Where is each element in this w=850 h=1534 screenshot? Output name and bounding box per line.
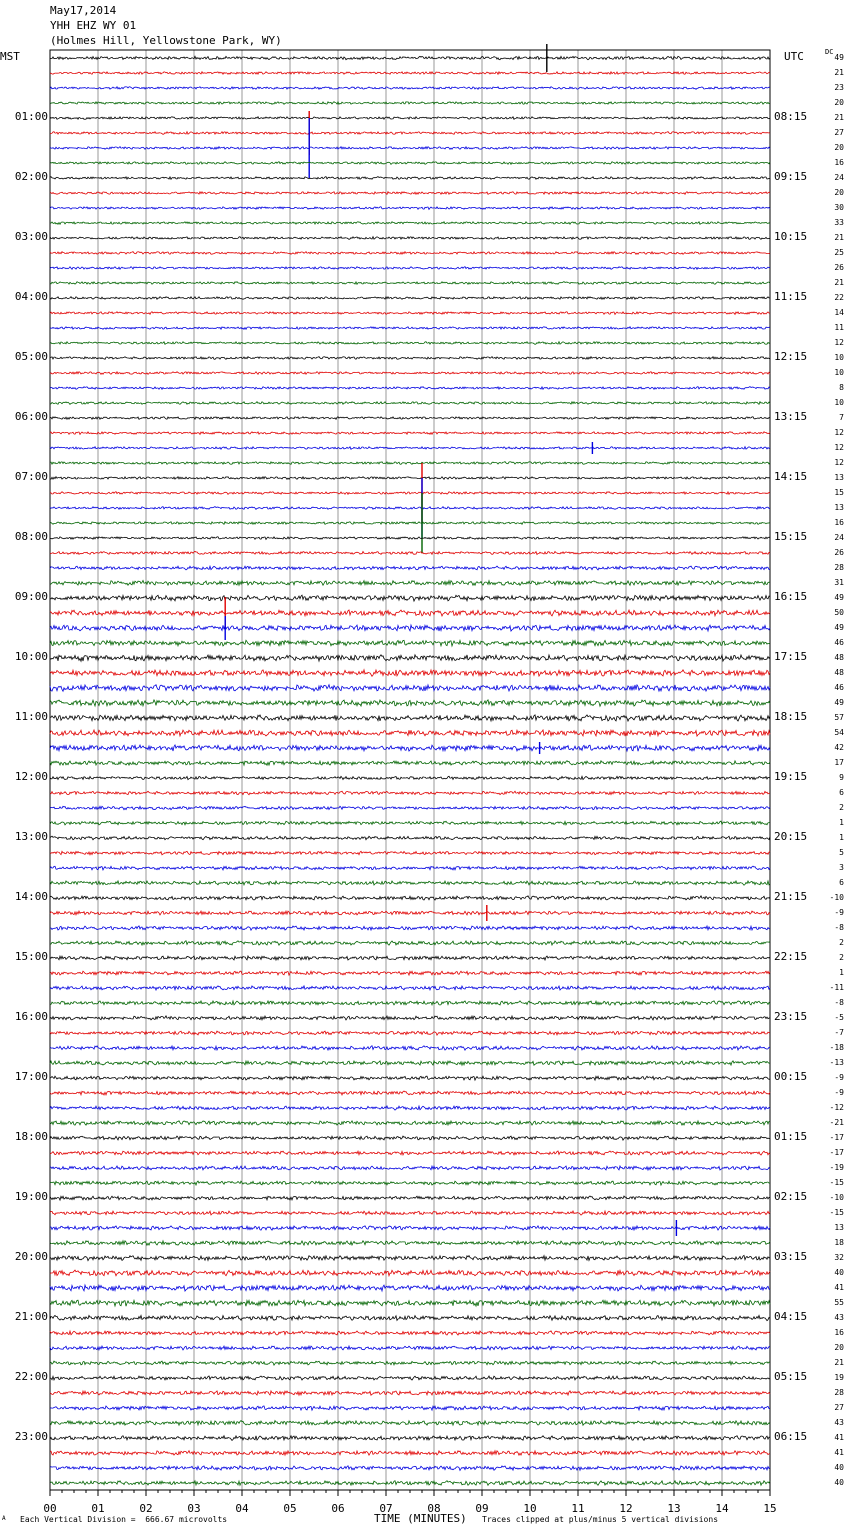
dc-offset-label: 10	[834, 353, 844, 362]
x-tick-label: 05	[283, 1502, 297, 1515]
dc-offset-label: 49	[834, 623, 844, 632]
seismic-trace	[50, 72, 770, 75]
seismic-trace	[50, 87, 770, 90]
seismic-trace	[50, 1361, 770, 1365]
location-label: (Holmes Hill, Yellowstone Park, WY)	[50, 34, 282, 47]
dc-offset-label: 32	[834, 1253, 844, 1262]
seismic-trace	[50, 670, 770, 677]
seismic-trace	[50, 776, 770, 780]
seismic-trace	[50, 730, 770, 736]
dc-offset-label: 27	[834, 128, 844, 137]
right-hour-label: 11:15	[774, 290, 808, 303]
seismic-trace	[50, 1226, 770, 1230]
right-hour-label: 06:15	[774, 1430, 808, 1443]
seismic-trace	[50, 207, 770, 210]
dc-offset-label: -8	[834, 998, 844, 1007]
seismic-trace	[50, 432, 770, 435]
seismic-trace	[50, 447, 770, 450]
left-hour-label: 06:00	[14, 410, 48, 423]
dc-column-label: DC	[825, 48, 834, 56]
left-hour-label: 23:00	[14, 1430, 48, 1443]
seismic-trace	[50, 1391, 770, 1395]
dc-offset-label: 13	[834, 473, 844, 482]
right-hour-label: 20:15	[774, 830, 808, 843]
seismic-trace	[50, 821, 770, 825]
seismic-trace	[50, 1061, 770, 1065]
dc-offset-label: 2	[839, 803, 844, 812]
seismic-trace	[50, 745, 770, 751]
right-hour-label: 12:15	[774, 350, 808, 363]
dc-offset-label: 50	[834, 608, 844, 617]
seismic-trace	[50, 507, 770, 510]
right-hour-label: 09:15	[774, 170, 808, 183]
right-timezone-label: UTC	[784, 50, 804, 63]
x-tick-label: 10	[523, 1502, 537, 1515]
seismic-trace	[50, 715, 770, 721]
seismic-trace	[50, 1181, 770, 1185]
x-tick-label: 11	[571, 1502, 585, 1515]
dc-offset-label: 21	[834, 113, 844, 122]
seismic-trace	[50, 1091, 770, 1095]
left-hour-label: 14:00	[14, 890, 48, 903]
dc-offset-label: 20	[834, 143, 844, 152]
seismic-trace	[50, 102, 770, 105]
seismic-trace	[50, 1346, 770, 1350]
logo-mark: A	[2, 1515, 6, 1522]
seismic-trace	[50, 911, 770, 915]
station-label: YHH EHZ WY 01	[50, 19, 137, 32]
seismic-trace	[50, 1285, 770, 1291]
right-hour-label: 13:15	[774, 410, 808, 423]
dc-offset-label: 11	[834, 323, 844, 332]
seismic-trace	[50, 177, 770, 180]
left-hour-label: 15:00	[14, 950, 48, 963]
left-hour-label: 19:00	[14, 1190, 48, 1203]
seismic-trace	[50, 222, 770, 225]
right-hour-label: 10:15	[774, 230, 808, 243]
dc-offset-label: -15	[829, 1178, 844, 1187]
left-hour-label: 22:00	[14, 1370, 48, 1383]
seismic-trace	[50, 1136, 770, 1140]
left-hour-label: 10:00	[14, 650, 48, 663]
seismic-trace	[50, 1376, 770, 1380]
dc-offset-label: 48	[834, 668, 844, 677]
seismic-trace	[50, 1151, 770, 1155]
seismic-trace	[50, 866, 770, 870]
seismic-trace	[50, 357, 770, 360]
dc-offset-label: 55	[834, 1298, 844, 1307]
seismic-trace	[50, 566, 770, 570]
dc-offset-label: 1	[839, 833, 844, 842]
dc-offset-label: -18	[829, 1043, 844, 1052]
dc-offset-label: 20	[834, 188, 844, 197]
seismic-trace	[50, 387, 770, 390]
right-hour-label: 02:15	[774, 1190, 808, 1203]
date-label: May17,2014	[50, 4, 117, 17]
right-hour-label: 00:15	[774, 1070, 808, 1083]
seismic-trace	[50, 1166, 770, 1170]
dc-offset-label: 26	[834, 548, 844, 557]
left-hour-label: 05:00	[14, 350, 48, 363]
seismic-trace	[50, 926, 770, 930]
x-tick-label: 14	[715, 1502, 729, 1515]
seismic-trace	[50, 1421, 770, 1426]
seismic-trace	[50, 956, 770, 960]
seismic-trace	[50, 1451, 770, 1456]
dc-offset-label: -5	[834, 1013, 844, 1022]
x-tick-label: 12	[619, 1502, 633, 1515]
dc-offset-label: 40	[834, 1463, 844, 1472]
dc-offset-label: 6	[839, 788, 844, 797]
dc-offset-label: 21	[834, 1358, 844, 1367]
seismic-trace	[50, 685, 770, 692]
dc-offset-label: 19	[834, 1373, 844, 1382]
seismic-trace	[50, 282, 770, 285]
x-axis-title: TIME (MINUTES)	[374, 1512, 467, 1525]
dc-offset-label: 3	[839, 863, 844, 872]
seismic-trace	[50, 610, 770, 616]
seismic-trace	[50, 492, 770, 495]
dc-offset-label: 49	[834, 698, 844, 707]
left-hour-label: 20:00	[14, 1250, 48, 1263]
dc-offset-label: 42	[834, 743, 844, 752]
right-hour-label: 05:15	[774, 1370, 808, 1383]
seismic-trace	[50, 1046, 770, 1050]
dc-offset-label: 12	[834, 338, 844, 347]
clip-note: Traces clipped at plus/minus 5 vertical divisions	[482, 1515, 719, 1524]
dc-offset-label: 27	[834, 1403, 844, 1412]
x-tick-label: 08	[427, 1502, 441, 1515]
seismic-trace	[50, 1016, 770, 1020]
dc-offset-label: -11	[829, 983, 844, 992]
dc-offset-label: -9	[834, 1088, 844, 1097]
dc-offset-label: 9	[839, 773, 844, 782]
right-hour-label: 14:15	[774, 470, 808, 483]
left-timezone-label: MST	[0, 50, 20, 63]
dc-offset-label: 6	[839, 878, 844, 887]
left-hour-label: 12:00	[14, 770, 48, 783]
right-hour-label: 19:15	[774, 770, 808, 783]
right-hour-label: 21:15	[774, 890, 808, 903]
left-hour-label: 11:00	[14, 710, 48, 723]
dc-offset-label: 26	[834, 263, 844, 272]
dc-offset-label: -10	[829, 1193, 844, 1202]
seismic-trace	[50, 1300, 770, 1306]
left-hour-label: 21:00	[14, 1310, 48, 1323]
seismic-trace	[50, 56, 770, 59]
seismic-trace	[50, 417, 770, 420]
right-hour-label: 03:15	[774, 1250, 808, 1263]
seismic-trace	[50, 1211, 770, 1215]
dc-offset-label: 12	[834, 458, 844, 467]
dc-offset-label: 17	[834, 758, 844, 767]
seismic-trace	[50, 551, 770, 554]
seismic-trace	[50, 581, 770, 586]
dc-offset-label: 2	[839, 953, 844, 962]
dc-offset-label: 7	[839, 413, 844, 422]
dc-offset-label: 22	[834, 293, 844, 302]
seismic-trace	[50, 881, 770, 885]
seismic-trace	[50, 297, 770, 300]
seismic-trace	[50, 1481, 770, 1486]
dc-offset-label: 18	[834, 1238, 844, 1247]
dc-offset-label: 21	[834, 68, 844, 77]
dc-offset-label: 28	[834, 1388, 844, 1397]
dc-offset-label: 12	[834, 428, 844, 437]
left-hour-label: 03:00	[14, 230, 48, 243]
left-hour-label: 18:00	[14, 1130, 48, 1143]
dc-offset-label: 24	[834, 173, 844, 182]
x-tick-label: 02	[139, 1502, 153, 1515]
left-hour-label: 07:00	[14, 470, 48, 483]
dc-offset-label: 31	[834, 578, 844, 587]
dc-offset-label: -21	[829, 1118, 844, 1127]
dc-offset-label: 46	[834, 683, 844, 692]
dc-offset-label: 30	[834, 203, 844, 212]
x-tick-label: 06	[331, 1502, 345, 1515]
dc-offset-label: 28	[834, 563, 844, 572]
dc-offset-label: 10	[834, 368, 844, 377]
dc-offset-label: -19	[829, 1163, 844, 1172]
dc-offset-label: 20	[834, 1343, 844, 1352]
seismic-trace	[50, 986, 770, 990]
seismic-trace	[50, 522, 770, 525]
left-hour-label: 01:00	[14, 110, 48, 123]
dc-offset-label: -9	[834, 908, 844, 917]
right-hour-label: 23:15	[774, 1010, 808, 1023]
dc-offset-label: 33	[834, 218, 844, 227]
seismic-trace	[50, 761, 770, 766]
right-hour-label: 01:15	[774, 1130, 808, 1143]
seismic-trace	[50, 655, 770, 661]
seismic-trace	[50, 147, 770, 150]
seismic-trace	[50, 252, 770, 255]
seismic-trace	[50, 806, 770, 809]
dc-offset-label: -7	[834, 1028, 844, 1037]
dc-offset-label: 8	[839, 383, 844, 392]
seismic-trace	[50, 595, 770, 601]
dc-offset-label: -13	[829, 1058, 844, 1067]
dc-offset-label: 1	[839, 818, 844, 827]
dc-offset-label: 14	[834, 308, 844, 317]
x-tick-label: 03	[187, 1502, 201, 1515]
left-hour-label: 17:00	[14, 1070, 48, 1083]
dc-offset-label: 20	[834, 98, 844, 107]
dc-offset-label: -17	[829, 1133, 844, 1142]
seismic-trace	[50, 625, 770, 631]
right-hour-label: 17:15	[774, 650, 808, 663]
seismic-trace	[50, 836, 770, 840]
seismic-trace	[50, 342, 770, 345]
left-hour-label: 09:00	[14, 590, 48, 603]
left-hour-label: 08:00	[14, 530, 48, 543]
seismic-trace	[50, 971, 770, 975]
seismic-trace	[50, 1436, 770, 1441]
dc-offset-label: -10	[829, 893, 844, 902]
seismic-trace	[50, 162, 770, 165]
seismic-trace	[50, 312, 770, 315]
left-hour-label: 02:00	[14, 170, 48, 183]
dc-offset-label: 49	[834, 53, 844, 62]
dc-offset-label: -17	[829, 1148, 844, 1157]
seismic-trace	[50, 192, 770, 195]
dc-offset-label: 41	[834, 1448, 844, 1457]
seismic-trace	[50, 791, 770, 795]
seismic-trace	[50, 537, 770, 540]
dc-offset-label: -9	[834, 1073, 844, 1082]
right-hour-label: 22:15	[774, 950, 808, 963]
dc-offset-label: 43	[834, 1418, 844, 1427]
dc-offset-label: 46	[834, 638, 844, 647]
x-tick-label: 01	[91, 1502, 105, 1515]
dc-offset-label: 2	[839, 938, 844, 947]
right-hour-label: 16:15	[774, 590, 808, 603]
seismic-trace	[50, 1466, 770, 1471]
dc-offset-label: 41	[834, 1283, 844, 1292]
seismic-trace	[50, 1121, 770, 1125]
dc-offset-label: 43	[834, 1313, 844, 1322]
seismic-trace	[50, 1270, 770, 1276]
x-tick-label: 15	[763, 1502, 777, 1515]
right-hour-label: 15:15	[774, 530, 808, 543]
seismic-trace	[50, 237, 770, 240]
right-hour-label: 18:15	[774, 710, 808, 723]
seismic-trace	[50, 1406, 770, 1410]
seismic-trace	[50, 1031, 770, 1035]
dc-offset-label: 21	[834, 233, 844, 242]
x-tick-label: 00	[43, 1502, 57, 1515]
left-hour-label: 16:00	[14, 1010, 48, 1023]
dc-offset-label: 57	[834, 713, 844, 722]
dc-offset-label: 10	[834, 398, 844, 407]
seismic-trace	[50, 1076, 770, 1080]
x-tick-label: 09	[475, 1502, 489, 1515]
seismic-trace	[50, 267, 770, 270]
dc-offset-label: -15	[829, 1208, 844, 1217]
seismic-trace	[50, 851, 770, 855]
seismic-trace	[50, 1255, 770, 1260]
dc-offset-label: 16	[834, 158, 844, 167]
x-tick-label: 07	[379, 1502, 393, 1515]
dc-offset-label: 48	[834, 653, 844, 662]
dc-offset-label: 5	[839, 848, 844, 857]
seismic-trace	[50, 462, 770, 465]
seismic-trace	[50, 372, 770, 375]
seismic-trace	[50, 1001, 770, 1005]
seismic-trace	[50, 1106, 770, 1110]
x-tick-label: 13	[667, 1502, 681, 1515]
x-tick-label: 04	[235, 1502, 249, 1515]
dc-offset-label: 15	[834, 488, 844, 497]
seismic-trace	[50, 1316, 770, 1321]
left-hour-label: 04:00	[14, 290, 48, 303]
seismic-trace	[50, 132, 770, 135]
seismic-trace	[50, 1331, 770, 1335]
dc-offset-label: 25	[834, 248, 844, 257]
right-hour-label: 08:15	[774, 110, 808, 123]
dc-offset-label: 49	[834, 593, 844, 602]
left-hour-label: 13:00	[14, 830, 48, 843]
dc-offset-label: 40	[834, 1478, 844, 1487]
seismic-trace	[50, 117, 770, 120]
dc-offset-label: 13	[834, 503, 844, 512]
dc-offset-label: -12	[829, 1103, 844, 1112]
dc-offset-label: 40	[834, 1268, 844, 1277]
seismic-trace	[50, 896, 770, 900]
dc-offset-label: 16	[834, 518, 844, 527]
right-hour-label: 04:15	[774, 1310, 808, 1323]
scale-note: Each Vertical Division = 666.67 microvolts	[20, 1515, 228, 1524]
dc-offset-label: 23	[834, 83, 844, 92]
seismic-trace	[50, 327, 770, 330]
seismic-trace	[50, 1196, 770, 1200]
dc-offset-label: 12	[834, 443, 844, 452]
dc-offset-label: 41	[834, 1433, 844, 1442]
seismic-trace	[50, 402, 770, 405]
dc-offset-label: 21	[834, 278, 844, 287]
dc-offset-label: 16	[834, 1328, 844, 1337]
dc-offset-label: -8	[834, 923, 844, 932]
dc-offset-label: 13	[834, 1223, 844, 1232]
dc-offset-label: 54	[834, 728, 844, 737]
dc-offset-label: 24	[834, 533, 844, 542]
seismic-trace	[50, 477, 770, 480]
seismic-trace	[50, 941, 770, 945]
seismic-trace	[50, 700, 770, 706]
seismic-trace	[50, 640, 770, 646]
dc-offset-label: 1	[839, 968, 844, 977]
seismic-trace	[50, 1241, 770, 1245]
